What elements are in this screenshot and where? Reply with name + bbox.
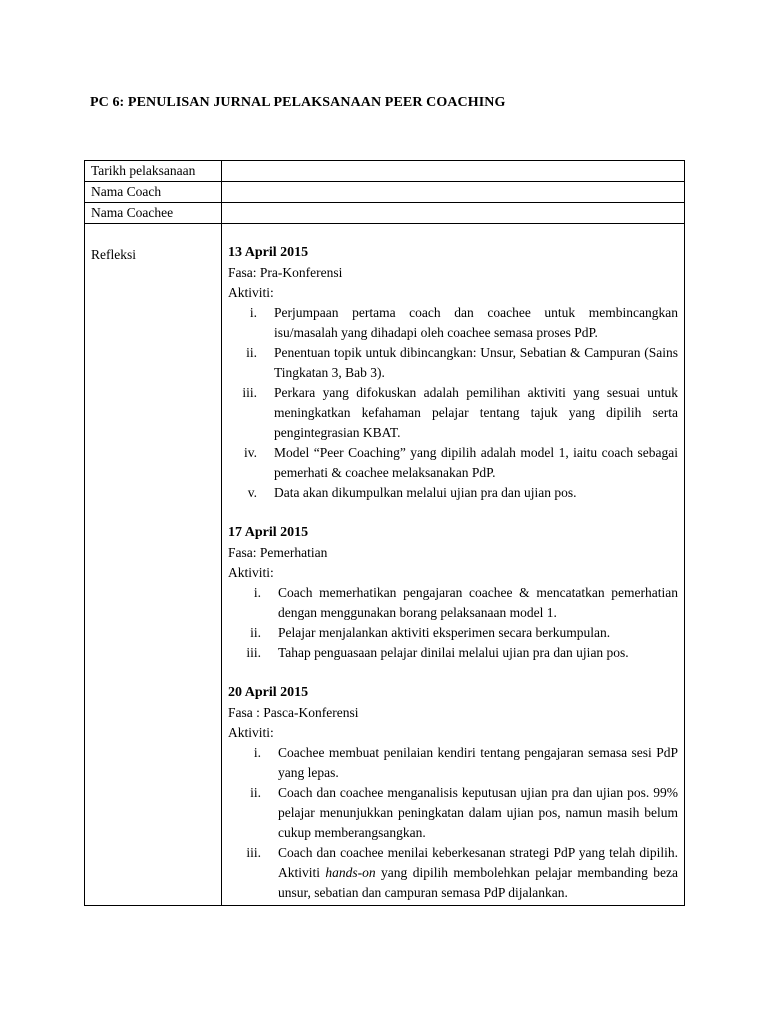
item-number: i. — [249, 305, 257, 320]
item-number: ii. — [250, 785, 261, 800]
field-value-nama-coach[interactable] — [222, 182, 685, 203]
section-aktiviti-label: Aktiviti: — [228, 565, 274, 580]
table-row — [85, 161, 685, 182]
item-text: Data akan dikumpulkan melalui ujian pra dan ujian pos. — [274, 485, 577, 500]
item-text: Coach dan coachee menganalisis keputusan ujian pra dan ujian pos. 99% pelajar menunjukkan peningkatan dalam ujian pos, namun masih belum cukup memberangsangkan. — [278, 785, 678, 840]
table-row — [85, 182, 685, 203]
section-pra-konferensi — [228, 243, 678, 503]
list-item — [228, 583, 678, 623]
section-aktiviti-label: Aktiviti: — [228, 285, 274, 300]
item-number: i. — [253, 585, 261, 600]
list-item — [228, 643, 678, 663]
item-text — [278, 843, 678, 903]
item-text: Tahap penguasaan pelajar dinilai melalui ujian pra dan ujian pos. — [278, 645, 629, 660]
list-item — [228, 383, 678, 443]
field-label-nama-coachee: Nama Coachee — [85, 203, 222, 224]
item-number: iv. — [244, 445, 257, 460]
item-text: Perkara yang difokuskan adalah pemilihan aktiviti yang sesuai untuk meningkatkan kefahaman pelajar tentang tajuk yang dipilih serta pengintegrasian KBAT. — [274, 385, 678, 440]
item-text: Coachee membuat penilaian kendiri tentang pengajaran semasa sesi PdP yang lepas. — [278, 745, 678, 780]
journal-table — [84, 160, 685, 906]
list-item — [228, 783, 678, 843]
item-number: iii. — [242, 385, 257, 400]
list-item — [228, 343, 678, 383]
item-text-part: yang dipilih membolehkan pelajar membanding beza unsur, sebatian dan campuran semasa PdP dijalankan. — [278, 865, 678, 900]
list-item — [228, 303, 678, 343]
item-number: ii. — [250, 625, 261, 640]
section-date: 13 April 2015 — [228, 245, 309, 260]
refleksi-content — [222, 224, 685, 906]
field-label-tarikh: Tarikh pelaksanaan — [85, 161, 222, 182]
section-fasa: Fasa: Pra-Konferensi — [228, 265, 343, 280]
section-date: 17 April 2015 — [228, 525, 309, 540]
item-number: iii. — [246, 845, 261, 860]
list-item — [228, 843, 678, 903]
item-text: Model “Peer Coaching” yang dipilih adalah model 1, iaitu coach sebagai pemerhati & coachee melaksanakan PdP. — [274, 445, 678, 480]
item-text: Perjumpaan pertama coach dan coachee untuk membincangkan isu/masalah yang dihadapi oleh coachee semasa proses PdP. — [274, 305, 678, 340]
item-text-emphasis: hands-on — [325, 865, 376, 880]
section-date: 20 April 2015 — [228, 685, 309, 700]
table-row — [85, 203, 685, 224]
section-fasa: Fasa : Pasca-Konferensi — [228, 705, 359, 720]
field-label-nama-coach: Nama Coach — [85, 182, 222, 203]
section-aktiviti-label: Aktiviti: — [228, 725, 274, 740]
activity-list — [228, 303, 678, 503]
table-row — [85, 224, 685, 906]
list-item — [228, 443, 678, 483]
field-label-refleksi: Refleksi — [85, 224, 222, 906]
activity-list — [228, 743, 678, 903]
field-value-nama-coachee[interactable] — [222, 203, 685, 224]
list-item — [228, 743, 678, 783]
item-text: Coach memerhatikan pengajaran coachee & mencatatkan pemerhatian dengan menggunakan borang pelaksanaan model 1. — [278, 585, 678, 620]
section-pasca-konferensi — [228, 683, 678, 903]
item-number: ii. — [246, 345, 257, 360]
item-number: iii. — [246, 645, 261, 660]
list-item — [228, 623, 678, 643]
section-pemerhatian — [228, 523, 678, 663]
item-text: Pelajar menjalankan aktiviti eksperimen secara berkumpulan. — [278, 625, 611, 640]
list-item — [228, 483, 678, 503]
item-number: i. — [253, 745, 261, 760]
item-text: Penentuan topik untuk dibincangkan: Unsur, Sebatian & Campuran (Sains Tingkatan 3, Bab 3). — [274, 345, 678, 380]
field-value-tarikh[interactable] — [222, 161, 685, 182]
activity-list — [228, 583, 678, 663]
section-fasa: Fasa: Pemerhatian — [228, 545, 328, 560]
item-number: v. — [247, 485, 257, 500]
page-title: PC 6: PENULISAN JURNAL PELAKSANAAN PEER COACHING — [90, 95, 506, 110]
item-text-part: Coach dan coachee menilai keberkesanan strategi PdP yang telah dipilih. Aktiviti — [278, 845, 678, 880]
